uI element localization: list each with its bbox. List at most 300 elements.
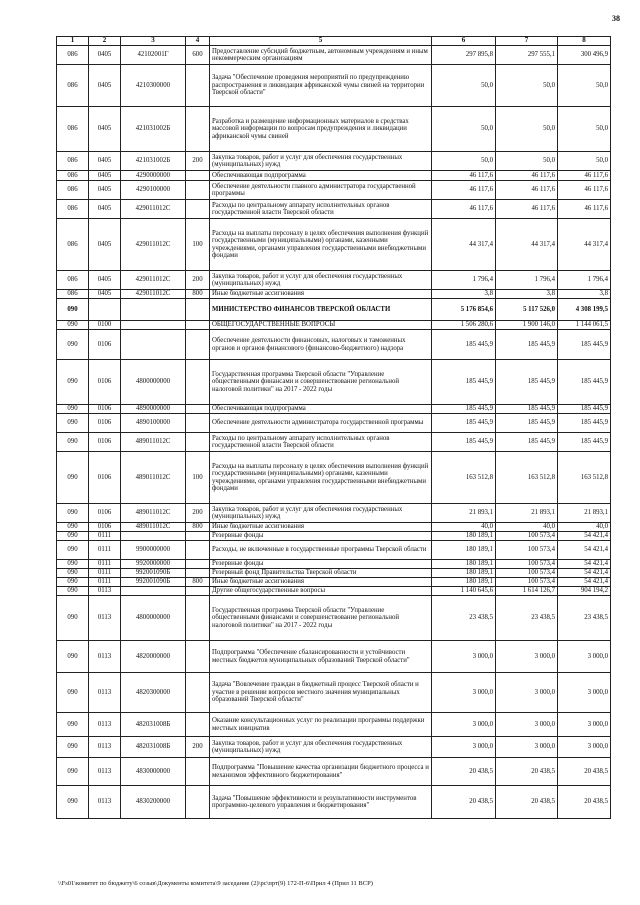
cell-expense-type: 800 <box>186 523 210 532</box>
cell-section-code: 0111 <box>89 560 121 569</box>
cell-description: Иные бюджетные ассигнования <box>210 578 432 587</box>
cell-ministry-code: 090 <box>57 321 89 330</box>
cell-target-code: 42102001Г <box>121 46 186 65</box>
table-row <box>57 219 611 271</box>
table-row <box>57 713 611 737</box>
cell-amount-col8: 185 445,9 <box>558 360 611 405</box>
cell-ministry-code: 090 <box>57 786 89 819</box>
cell-ministry-code: 090 <box>57 414 89 433</box>
cell-amount-col6: 185 445,9 <box>432 330 496 360</box>
cell-target-code: 4290000000 <box>121 171 186 181</box>
cell-amount-col6: 50,0 <box>432 152 496 171</box>
cell-description: Задача "Повышение эффективности и результативности инструментов программно-целевого управления и бюджетирования" <box>210 786 432 819</box>
cell-expense-type <box>186 433 210 452</box>
cell-amount-col7: 50,0 <box>496 152 558 171</box>
cell-description: Оказание консультационных услуг по реализации программы поддержки местных инициатив <box>210 713 432 737</box>
cell-description: Закупка товаров, работ и услуг для обеспечения государственных (муниципальных) нужд <box>210 504 432 523</box>
table-row <box>57 46 611 65</box>
table-row <box>57 673 611 713</box>
cell-amount-col7: 3 000,0 <box>496 713 558 737</box>
cell-section-code: 0106 <box>89 523 121 532</box>
table-row <box>57 452 611 504</box>
cell-expense-type <box>186 299 210 321</box>
cell-ministry-code: 090 <box>57 532 89 541</box>
cell-amount-col6: 180 189,1 <box>432 532 496 541</box>
cell-description: Иные бюджетные ассигнования <box>210 523 432 532</box>
cell-description: Расходы, не включенные в государственные программы Тверской области <box>210 541 432 560</box>
cell-description: Задача "Обеспечение проведения мероприятий по предупреждению распространения и ликвидация африканской чумы свиней на территории Тверской области" <box>210 65 432 107</box>
cell-description: Другие общегосударственные вопросы <box>210 587 432 596</box>
cell-amount-col7: 46 117,6 <box>496 181 558 200</box>
cell-amount-col7: 3 000,0 <box>496 641 558 673</box>
cell-amount-col7: 44 317,4 <box>496 219 558 271</box>
cell-target-code <box>121 587 186 596</box>
cell-ministry-code: 090 <box>57 596 89 641</box>
cell-ministry-code: 086 <box>57 200 89 219</box>
cell-expense-type <box>186 360 210 405</box>
cell-expense-type <box>186 181 210 200</box>
cell-description: Закупка товаров, работ и услуг для обеспечения государственных (муниципальных) нужд <box>210 737 432 758</box>
cell-amount-col6: 180 189,1 <box>432 578 496 587</box>
cell-amount-col8: 40,0 <box>558 523 611 532</box>
cell-amount-col6: 46 117,6 <box>432 200 496 219</box>
cell-ministry-code: 090 <box>57 713 89 737</box>
cell-amount-col6: 3 000,0 <box>432 641 496 673</box>
cell-amount-col7: 297 555,1 <box>496 46 558 65</box>
cell-amount-col8: 54 421,4 <box>558 560 611 569</box>
cell-ministry-code: 086 <box>57 271 89 290</box>
cell-amount-col6: 1 140 645,6 <box>432 587 496 596</box>
cell-section-code: 0405 <box>89 107 121 152</box>
cell-section-code: 0405 <box>89 171 121 181</box>
cell-amount-col6: 297 895,8 <box>432 46 496 65</box>
cell-ministry-code: 090 <box>57 758 89 786</box>
table-row <box>57 321 611 330</box>
cell-ministry-code: 090 <box>57 641 89 673</box>
cell-target-code: 489011012С <box>121 452 186 504</box>
cell-target-code: 4890000000 <box>121 405 186 414</box>
cell-section-code: 0113 <box>89 596 121 641</box>
cell-expense-type: 800 <box>186 290 210 299</box>
cell-amount-col6: 5 176 854,6 <box>432 299 496 321</box>
column-header: 4 <box>186 37 210 46</box>
table-body <box>57 46 611 819</box>
cell-amount-col8: 185 445,9 <box>558 405 611 414</box>
cell-section-code: 0113 <box>89 587 121 596</box>
cell-section-code: 0113 <box>89 641 121 673</box>
cell-amount-col6: 40,0 <box>432 523 496 532</box>
cell-expense-type: 800 <box>186 578 210 587</box>
table-row <box>57 290 611 299</box>
cell-section-code: 0405 <box>89 181 121 200</box>
cell-target-code: 4800000000 <box>121 596 186 641</box>
cell-target-code: 421031002Б <box>121 107 186 152</box>
cell-description: Обеспечение деятельности финансовых, налоговых и таможенных органов и органов финансового (финансово-бюджетного) надзора <box>210 330 432 360</box>
cell-amount-col8: 50,0 <box>558 152 611 171</box>
column-header: 5 <box>210 37 432 46</box>
cell-section-code: 0111 <box>89 569 121 578</box>
cell-target-code: 4890100000 <box>121 414 186 433</box>
cell-amount-col6: 3 000,0 <box>432 673 496 713</box>
cell-description: Расходы по центральному аппарату исполнительных органов государственной власти Тверской области <box>210 200 432 219</box>
cell-description: Предоставление субсидий бюджетным, автономным учреждениям и иным некоммерческим организациям <box>210 46 432 65</box>
cell-amount-col8: 20 438,5 <box>558 758 611 786</box>
cell-expense-type <box>186 65 210 107</box>
cell-amount-col6: 44 317,4 <box>432 219 496 271</box>
cell-description: Закупка товаров, работ и услуг для обеспечения государственных (муниципальных) нужд <box>210 271 432 290</box>
cell-target-code: 992001090Б <box>121 578 186 587</box>
cell-section-code: 0111 <box>89 532 121 541</box>
table-row <box>57 181 611 200</box>
cell-amount-col7: 21 893,1 <box>496 504 558 523</box>
cell-amount-col6: 185 445,9 <box>432 414 496 433</box>
table-row <box>57 560 611 569</box>
cell-description: Разработка и размещение информационных материалов в средствах массовой информации по вопросам предупреждения и ликвидации африканской чумы свиней <box>210 107 432 152</box>
cell-section-code: 0100 <box>89 321 121 330</box>
table-row <box>57 786 611 819</box>
cell-description: Обеспечивающая подпрограмма <box>210 171 432 181</box>
cell-expense-type <box>186 786 210 819</box>
cell-target-code: 489011012С <box>121 523 186 532</box>
cell-amount-col7: 185 445,9 <box>496 330 558 360</box>
cell-amount-col8: 54 421,4 <box>558 569 611 578</box>
cell-amount-col7: 1 900 146,0 <box>496 321 558 330</box>
cell-amount-col6: 3 000,0 <box>432 713 496 737</box>
cell-target-code: 429011012С <box>121 290 186 299</box>
cell-section-code: 0106 <box>89 452 121 504</box>
cell-target-code: 429011012С <box>121 271 186 290</box>
cell-section-code: 0111 <box>89 578 121 587</box>
cell-ministry-code: 086 <box>57 65 89 107</box>
cell-amount-col7: 100 573,4 <box>496 560 558 569</box>
cell-section-code: 0106 <box>89 433 121 452</box>
cell-expense-type: 200 <box>186 737 210 758</box>
cell-amount-col6: 180 189,1 <box>432 541 496 560</box>
cell-description: Обеспечивающая подпрограмма <box>210 405 432 414</box>
cell-amount-col7: 1 796,4 <box>496 271 558 290</box>
table-row <box>57 299 611 321</box>
cell-description: Расходы на выплаты персоналу в целях обеспечения выполнения функций государственными (муниципальными) органами, казенными учреждениями, органами управления государственными внебюджетными фондами <box>210 452 432 504</box>
cell-target-code: 429011012С <box>121 219 186 271</box>
cell-amount-col8: 44 317,4 <box>558 219 611 271</box>
cell-amount-col6: 50,0 <box>432 107 496 152</box>
cell-amount-col6: 23 438,5 <box>432 596 496 641</box>
cell-description: Расходы по центральному аппарату исполнительных органов государственной власти Тверской области <box>210 433 432 452</box>
cell-target-code: 4290100000 <box>121 181 186 200</box>
table-row <box>57 152 611 171</box>
table-row <box>57 65 611 107</box>
cell-ministry-code: 090 <box>57 673 89 713</box>
table-row <box>57 578 611 587</box>
table-row <box>57 523 611 532</box>
cell-expense-type: 200 <box>186 504 210 523</box>
cell-ministry-code: 090 <box>57 737 89 758</box>
cell-ministry-code: 090 <box>57 504 89 523</box>
table-row <box>57 596 611 641</box>
cell-amount-col8: 54 421,4 <box>558 541 611 560</box>
cell-amount-col7: 3 000,0 <box>496 737 558 758</box>
cell-ministry-code: 090 <box>57 405 89 414</box>
table-row <box>57 587 611 596</box>
cell-amount-col8: 54 421,4 <box>558 532 611 541</box>
cell-section-code <box>89 299 121 321</box>
cell-section-code: 0405 <box>89 152 121 171</box>
cell-description: Резервные фонды <box>210 532 432 541</box>
column-header: 6 <box>432 37 496 46</box>
cell-amount-col6: 46 117,6 <box>432 181 496 200</box>
cell-target-code: 4830200000 <box>121 786 186 819</box>
cell-description: ОБЩЕГОСУДАРСТВЕННЫЕ ВОПРОСЫ <box>210 321 432 330</box>
cell-amount-col8: 185 445,9 <box>558 330 611 360</box>
cell-ministry-code: 090 <box>57 299 89 321</box>
cell-target-code: 421031002Б <box>121 152 186 171</box>
table-header-row <box>57 37 611 46</box>
cell-amount-col8: 185 445,9 <box>558 414 611 433</box>
cell-amount-col8: 46 117,6 <box>558 181 611 200</box>
cell-section-code: 0106 <box>89 330 121 360</box>
column-header: 7 <box>496 37 558 46</box>
cell-ministry-code: 090 <box>57 578 89 587</box>
table-row <box>57 107 611 152</box>
cell-expense-type <box>186 414 210 433</box>
cell-target-code: 4820300000 <box>121 673 186 713</box>
cell-amount-col6: 185 445,9 <box>432 405 496 414</box>
cell-amount-col8: 3,8 <box>558 290 611 299</box>
cell-amount-col7: 100 573,4 <box>496 569 558 578</box>
cell-section-code: 0405 <box>89 271 121 290</box>
cell-description: Резервный фонд Правительства Тверской области <box>210 569 432 578</box>
cell-expense-type <box>186 713 210 737</box>
cell-expense-type: 200 <box>186 152 210 171</box>
cell-expense-type <box>186 330 210 360</box>
cell-amount-col6: 185 445,9 <box>432 433 496 452</box>
cell-section-code: 0106 <box>89 405 121 414</box>
cell-target-code <box>121 330 186 360</box>
cell-description: Подпрограмма "Обеспечение сбалансированности и устойчивости местных бюджетов муниципальных образований Тверской области" <box>210 641 432 673</box>
cell-expense-type <box>186 758 210 786</box>
cell-amount-col8: 50,0 <box>558 107 611 152</box>
cell-amount-col8: 1 144 061,5 <box>558 321 611 330</box>
cell-amount-col7: 100 573,4 <box>496 541 558 560</box>
cell-expense-type <box>186 587 210 596</box>
cell-target-code: 4800000000 <box>121 360 186 405</box>
cell-ministry-code: 086 <box>57 219 89 271</box>
cell-target-code: 9920000000 <box>121 560 186 569</box>
cell-expense-type <box>186 171 210 181</box>
cell-section-code: 0111 <box>89 541 121 560</box>
table-row <box>57 360 611 405</box>
cell-amount-col8: 4 308 199,5 <box>558 299 611 321</box>
cell-description: Государственная программа Тверской области "Управление общественными финансами и совершенствование региональной налоговой политики" на 2017 - 2022 годы <box>210 360 432 405</box>
cell-section-code: 0405 <box>89 46 121 65</box>
cell-amount-col7: 40,0 <box>496 523 558 532</box>
cell-section-code: 0113 <box>89 673 121 713</box>
table-row <box>57 405 611 414</box>
cell-ministry-code: 086 <box>57 152 89 171</box>
cell-section-code: 0106 <box>89 360 121 405</box>
cell-ministry-code: 086 <box>57 290 89 299</box>
cell-amount-col7: 3,8 <box>496 290 558 299</box>
table-row <box>57 433 611 452</box>
cell-expense-type <box>186 569 210 578</box>
cell-amount-col6: 46 117,6 <box>432 171 496 181</box>
cell-description: Иные бюджетные ассигнования <box>210 290 432 299</box>
cell-ministry-code: 090 <box>57 523 89 532</box>
cell-amount-col6: 185 445,9 <box>432 360 496 405</box>
cell-expense-type: 100 <box>186 219 210 271</box>
cell-amount-col7: 5 117 526,0 <box>496 299 558 321</box>
cell-amount-col7: 185 445,9 <box>496 414 558 433</box>
cell-target-code <box>121 532 186 541</box>
cell-expense-type <box>186 596 210 641</box>
cell-target-code <box>121 321 186 330</box>
cell-section-code: 0106 <box>89 414 121 433</box>
cell-description: Государственная программа Тверской области "Управление общественными финансами и совершенствование региональной налоговой политики" на 2017 - 2022 годы <box>210 596 432 641</box>
cell-amount-col6: 1 796,4 <box>432 271 496 290</box>
column-header: 1 <box>57 37 89 46</box>
cell-description: Расходы на выплаты персоналу в целях обеспечения выполнения функций государственными (муниципальными) органами, казенными учреждениями, органами управления государственными внебюджетными фондами <box>210 219 432 271</box>
cell-amount-col6: 20 438,5 <box>432 758 496 786</box>
table-row <box>57 330 611 360</box>
cell-amount-col8: 163 512,8 <box>558 452 611 504</box>
cell-amount-col8: 46 117,6 <box>558 200 611 219</box>
cell-amount-col8: 300 496,9 <box>558 46 611 65</box>
cell-amount-col7: 50,0 <box>496 107 558 152</box>
cell-expense-type: 600 <box>186 46 210 65</box>
column-header: 2 <box>89 37 121 46</box>
cell-amount-col7: 100 573,4 <box>496 578 558 587</box>
cell-amount-col7: 3 000,0 <box>496 673 558 713</box>
cell-description: Задача "Вовлечение граждан в бюджетный процесс Тверской области и участие в решении вопросов местного значения муниципальных образований Тверской области" <box>210 673 432 713</box>
column-header: 8 <box>558 37 611 46</box>
cell-ministry-code: 090 <box>57 569 89 578</box>
cell-section-code: 0113 <box>89 737 121 758</box>
cell-target-code: 482031008Б <box>121 737 186 758</box>
cell-amount-col8: 46 117,6 <box>558 171 611 181</box>
cell-amount-col6: 1 506 280,6 <box>432 321 496 330</box>
table-row <box>57 200 611 219</box>
cell-target-code: 4820000000 <box>121 641 186 673</box>
cell-target-code: 992001090Б <box>121 569 186 578</box>
cell-amount-col8: 1 796,4 <box>558 271 611 290</box>
cell-description: Обеспечение деятельности администратора государственной программы <box>210 414 432 433</box>
cell-amount-col8: 50,0 <box>558 65 611 107</box>
cell-amount-col8: 21 893,1 <box>558 504 611 523</box>
cell-amount-col8: 3 000,0 <box>558 673 611 713</box>
table-row <box>57 758 611 786</box>
table-row <box>57 504 611 523</box>
cell-ministry-code: 086 <box>57 46 89 65</box>
cell-target-code: 4830000000 <box>121 758 186 786</box>
cell-amount-col7: 20 438,5 <box>496 758 558 786</box>
cell-section-code: 0106 <box>89 504 121 523</box>
cell-amount-col6: 163 512,8 <box>432 452 496 504</box>
cell-amount-col8: 54 421,4 <box>558 578 611 587</box>
cell-description: Подпрограмма "Повышение качества организации бюджетного процесса и механизмов эффективного бюджетирования" <box>210 758 432 786</box>
cell-amount-col7: 50,0 <box>496 65 558 107</box>
cell-amount-col7: 46 117,6 <box>496 200 558 219</box>
cell-amount-col6: 180 189,1 <box>432 560 496 569</box>
cell-description: Обеспечение деятельности главного администратора государственной программы <box>210 181 432 200</box>
cell-amount-col7: 185 445,9 <box>496 433 558 452</box>
cell-expense-type <box>186 541 210 560</box>
cell-amount-col6: 3,8 <box>432 290 496 299</box>
table-row <box>57 171 611 181</box>
cell-expense-type: 100 <box>186 452 210 504</box>
cell-expense-type <box>186 107 210 152</box>
cell-section-code: 0405 <box>89 65 121 107</box>
table-row <box>57 641 611 673</box>
cell-section-code: 0405 <box>89 290 121 299</box>
cell-ministry-code: 090 <box>57 452 89 504</box>
budget-table <box>56 36 611 819</box>
cell-description: Закупка товаров, работ и услуг для обеспечения государственных (муниципальных) нужд <box>210 152 432 171</box>
cell-section-code: 0113 <box>89 758 121 786</box>
cell-ministry-code: 086 <box>57 107 89 152</box>
cell-amount-col7: 185 445,9 <box>496 405 558 414</box>
cell-ministry-code: 090 <box>57 360 89 405</box>
cell-amount-col8: 20 438,5 <box>558 786 611 819</box>
cell-target-code: 482031008Б <box>121 713 186 737</box>
cell-ministry-code: 090 <box>57 560 89 569</box>
cell-section-code: 0405 <box>89 219 121 271</box>
cell-amount-col8: 3 000,0 <box>558 641 611 673</box>
cell-amount-col6: 50,0 <box>432 65 496 107</box>
cell-target-code: 489011012С <box>121 504 186 523</box>
cell-amount-col7: 20 438,5 <box>496 786 558 819</box>
cell-ministry-code: 090 <box>57 330 89 360</box>
cell-amount-col6: 21 893,1 <box>432 504 496 523</box>
cell-amount-col6: 3 000,0 <box>432 737 496 758</box>
cell-expense-type <box>186 532 210 541</box>
cell-ministry-code: 086 <box>57 171 89 181</box>
cell-amount-col8: 3 000,0 <box>558 737 611 758</box>
cell-section-code: 0113 <box>89 786 121 819</box>
table-row <box>57 541 611 560</box>
cell-target-code <box>121 299 186 321</box>
table-row <box>57 271 611 290</box>
column-header: 3 <box>121 37 186 46</box>
cell-section-code: 0113 <box>89 713 121 737</box>
cell-description: МИНИСТЕРСТВО ФИНАНСОВ ТВЕРСКОЙ ОБЛАСТИ <box>210 299 432 321</box>
cell-expense-type <box>186 641 210 673</box>
cell-target-code: 9900000000 <box>121 541 186 560</box>
page-number: 38 <box>612 14 620 23</box>
cell-amount-col7: 1 614 126,7 <box>496 587 558 596</box>
table-row <box>57 737 611 758</box>
table-row <box>57 414 611 433</box>
cell-amount-col6: 20 438,5 <box>432 786 496 819</box>
footer-path: \\Fs01\комитет по бюджету\6 созыв\Документы комитета\9 заседание (2)\рс\прт(9) 172-П-6\Прил 4 (Прил 11 ВСР) <box>58 880 373 887</box>
cell-amount-col7: 23 438,5 <box>496 596 558 641</box>
cell-ministry-code: 090 <box>57 587 89 596</box>
cell-amount-col8: 23 438,5 <box>558 596 611 641</box>
cell-target-code: 489011012С <box>121 433 186 452</box>
cell-target-code: 429011012С <box>121 200 186 219</box>
table-row <box>57 532 611 541</box>
cell-ministry-code: 090 <box>57 541 89 560</box>
cell-amount-col8: 904 194,2 <box>558 587 611 596</box>
cell-description: Резервные фонды <box>210 560 432 569</box>
cell-amount-col6: 180 189,1 <box>432 569 496 578</box>
cell-expense-type <box>186 405 210 414</box>
cell-ministry-code: 090 <box>57 433 89 452</box>
cell-expense-type <box>186 200 210 219</box>
cell-section-code: 0405 <box>89 200 121 219</box>
cell-amount-col7: 100 573,4 <box>496 532 558 541</box>
cell-amount-col7: 163 512,8 <box>496 452 558 504</box>
cell-expense-type <box>186 321 210 330</box>
